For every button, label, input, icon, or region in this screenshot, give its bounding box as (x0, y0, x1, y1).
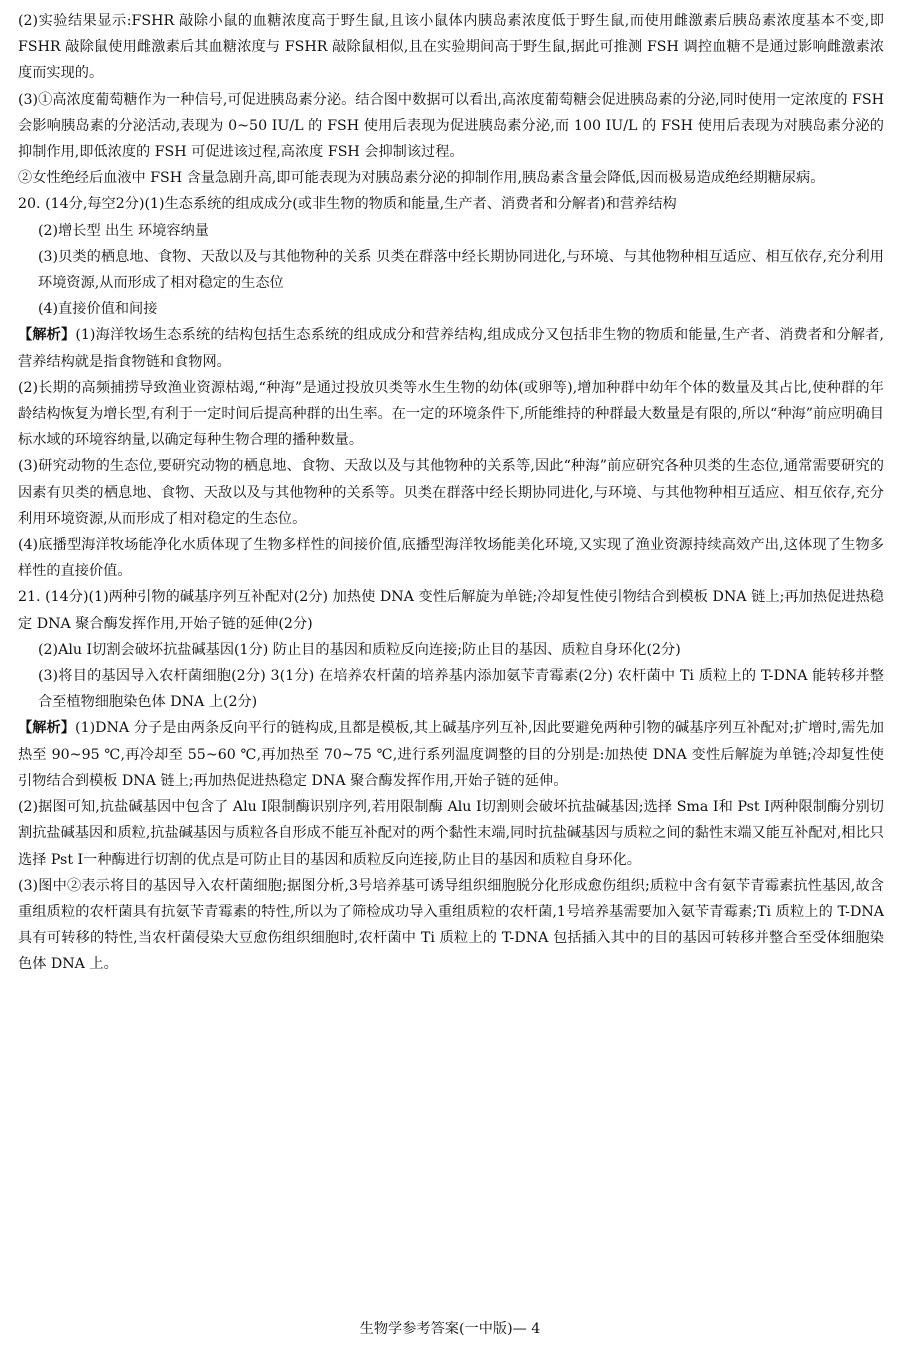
q20-answer-1: 20. (14分,每空2分)(1)生态系统的组成成分(或非生物的物质和能量,生产者、消费者和分解者)和营养结构 (18, 196, 677, 213)
q21-answer-1: 21. (14分)(1)两种引物的碱基序列互补配对(2分) 加热使 DNA 变性后解旋为单链;冷却复性使引物结合到模板 DNA 链上;再加热促进热稳定 DNA 聚合酶发挥作用,开始子链的延伸(2分) (18, 589, 884, 632)
q19-part2-text: (2)实验结果显示:FSHR 敲除小鼠的血糖浓度高于野生鼠,且该小鼠体内胰岛素浓度低于野生鼠,而使用雌激素后胰岛素浓度基本不变,即 FSHR 敲除鼠使用雌激素后其血糖浓度与 FSHR 敲除鼠相似,且在实验期间高于野生鼠,据此可推测 FSH 调控血糖不是通过影响雌激素浓度而实现的。 (18, 13, 884, 82)
q21-answer-3: (3)将目的基因导入农杆菌细胞(2分) 3(1分) 在培养农杆菌的培养基内添加氨苄青霉素(2分) 农杆菌中 Ti 质粒上的 T-DNA 能转移并整合至植物细胞染色体 DNA 上(2分) (38, 668, 884, 711)
q20-explanation-2: (2)长期的高频捕捞导致渔业资源枯竭,“种海”是通过投放贝类等水生生物的幼体(或卵等),增加种群中幼年个体的数量及其占比,使种群的年龄结构恢复为增长型,有利于一定时间后提高种群的出生率。在一定的环境条件下,所能维持的种群最大数量是有限的,所以“种海”前应明确目标水域的环境容纳量,以确定每种生物合理的播种数量。 (18, 379, 884, 449)
question-21-section (18, 584, 884, 977)
analysis-tag: 【解析】 (18, 327, 76, 344)
q20-explanation-4: (4)底播型海洋牧场能净化水质体现了生物多样性的间接价值,底播型海洋牧场能美化环境,又实现了渔业资源持续高效产出,这体现了生物多样性的直接价值。 (18, 537, 884, 580)
analysis-tag: 【解析】 (18, 720, 76, 737)
page-footer: 生物学参考答案(一中版)— 4 (359, 1321, 541, 1337)
question-20-section (18, 191, 884, 584)
q21-explanation-3: (3)图中②表示将目的基因导入农杆菌细胞;据图分析,3号培养基可诱导组织细胞脱分化形成愈伤组织;质粒中含有氨苄青霉素抗性基因,故含重组质粒的农杆菌具有抗氨苄青霉素的特性,所以为了筛检成功导入重组质粒的农杆菌,1号培养基需要加入氨苄青霉素;Ti 质粒上的 T-DNA 具有可转移的特性,当农杆菌侵染大豆愈伤组织细胞时,农杆菌中 Ti 质粒上的 T-DNA 包括插入其中的目的基因可转移并整合至受体细胞染色体 DNA 上。 (18, 877, 884, 973)
q20-explanation-1 (18, 322, 884, 374)
q20-answer-4: (4)直接价值和间接 (38, 301, 158, 318)
q20-answer-2: (2)增长型 出生 环境容纳量 (38, 222, 209, 239)
q19-part3-1-text: (3)①高浓度葡萄糖作为一种信号,可促进胰岛素分泌。结合图中数据可以看出,高浓度葡萄糖会促进胰岛素的分泌,同时使用一定浓度的 FSH 会影响胰岛素的分泌活动,表现为 0~50 IU/L 的 FSH 使用后表现为促进胰岛素分泌,而 100 IU/L 的 FSH 使用后表现为对胰岛素分泌的抑制作用,即低浓度的 FSH 可促进该过程,高浓度 FSH 会抑制该过程。 (18, 91, 884, 161)
question-19-section (18, 8, 884, 191)
q21-explanation-1-text: (1)DNA 分子是由两条反向平行的链构成,且都是模板,其上碱基序列互补,因此要避免两种引物的碱基序列互补配对;扩增时,需先加热至 90~95 ℃,再冷却至 55~60 ℃,再加热至 70~75 ℃,进行系列温度调整的目的分别是:加热使 DNA 变性后解旋为单链;冷却复性使引物结合到模板 DNA 链上;再加热促进热稳定 DNA 聚合酶发挥作用,开始子链的延伸。 (18, 720, 884, 789)
q19-part3-2-text: ②女性绝经后血液中 FSH 含量急剧升高,即可能表现为对胰岛素分泌的抑制作用,胰岛素含量会降低,因而极易造成绝经期糖尿病。 (18, 170, 825, 187)
q20-explanation-3: (3)研究动物的生态位,要研究动物的栖息地、食物、天敌以及与其他物种的关系等,因此“种海”前应研究各种贝类的生态位,通常需要研究的因素有贝类的栖息地、食物、天敌以及与其他物种的关系等。贝类在群落中经长期协同进化,与环境、与其他物种相互适应、相互依存,充分利用环境资源,从而形成了相对稳定的生态位。 (18, 458, 884, 527)
q21-explanation-2: (2)据图可知,抗盐碱基因中包含了 Alu Ⅰ限制酶识别序列,若用限制酶 Alu Ⅰ切割则会破坏抗盐碱基因;选择 Sma Ⅰ和 Pst Ⅰ两种限制酶分别切割抗盐碱基因和质粒,抗盐碱基因与质粒各自形成不能互补配对的两个黏性末端,同时抗盐碱基因与质粒之间的黏性末端又能互补配对,相比只选择 Pst Ⅰ一种酶进行切割的优点是可防止目的基因和质粒反向连接,防止目的基因和质粒自身环化。 (18, 799, 884, 868)
q20-explanation-1-text: (1)海洋牧场生态系统的结构包括生态系统的组成成分和营养结构,组成成分又包括非生物的物质和能量,生产者、消费者和分解者,营养结构就是指食物链和食物网。 (18, 327, 884, 370)
q21-explanation-1 (18, 715, 884, 794)
q21-answer-2: (2)Alu Ⅰ切割会破坏抗盐碱基因(1分) 防止目的基因和质粒反向连接;防止目的基因、质粒自身环化(2分) (38, 641, 681, 658)
answer-page (18, 8, 884, 978)
q20-answer-3: (3)贝类的栖息地、食物、天敌以及与其他物种的关系 贝类在群落中经长期协同进化,与环境、与其他物种相互适应、相互依存,充分利用环境资源,从而形成了相对稳定的生态位 (38, 248, 884, 292)
